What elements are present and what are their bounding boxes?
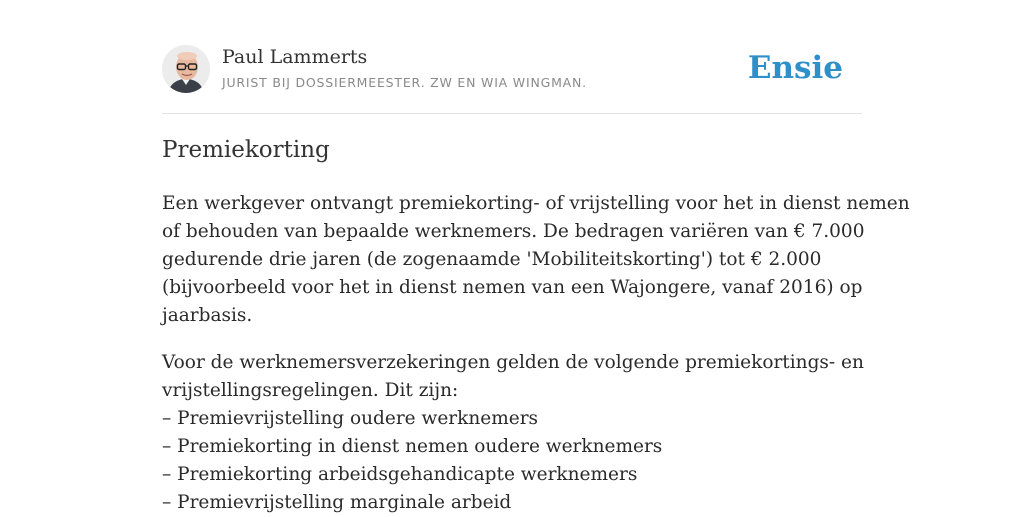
paragraph-line: vrijstellingsregelingen. Dit zijn: (162, 380, 459, 401)
paragraph-line: (bijvoorbeeld voor het in dienst nemen van een Wajongere, vanaf 2016) op (162, 277, 863, 298)
article-page (162, 0, 910, 513)
article-paragraph-2 (162, 349, 862, 517)
author-avatar[interactable] (162, 45, 210, 93)
author-role: JURIST BIJ DOSSIERMEESTER. ZW EN WIA WINGMAN. (222, 75, 587, 90)
article-title: Premiekorting (162, 137, 330, 163)
paragraph-line: gedurende drie jaren (de zogenaamde 'Mobiliteitskorting') tot € 2.000 (162, 249, 822, 270)
article-header (162, 0, 862, 114)
paragraph-line: of behouden van bepaalde werknemers. De bedragen variëren van € 7.000 (162, 221, 865, 242)
brand-logo[interactable]: Ensie (747, 50, 843, 86)
paragraph-line: jaarbasis. (162, 305, 253, 326)
list-item: – Premievrijstelling oudere werknemers (162, 408, 539, 429)
article-paragraph-1 (162, 190, 910, 330)
author-name[interactable]: Paul Lammerts (222, 46, 368, 68)
paragraph-line: Een werkgever ontvangt premiekorting- of vrijstelling voor het in dienst nemen (162, 193, 910, 214)
list-item: – Premievrijstelling marginale arbeid (162, 492, 512, 513)
paragraph-line: Voor de werknemersverzekeringen gelden de volgende premiekortings- en (162, 352, 864, 373)
list-item: – Premiekorting in dienst nemen oudere werknemers (162, 436, 663, 457)
person-icon (162, 45, 210, 93)
list-item: – Premiekorting arbeidsgehandicapte werknemers (162, 464, 638, 485)
